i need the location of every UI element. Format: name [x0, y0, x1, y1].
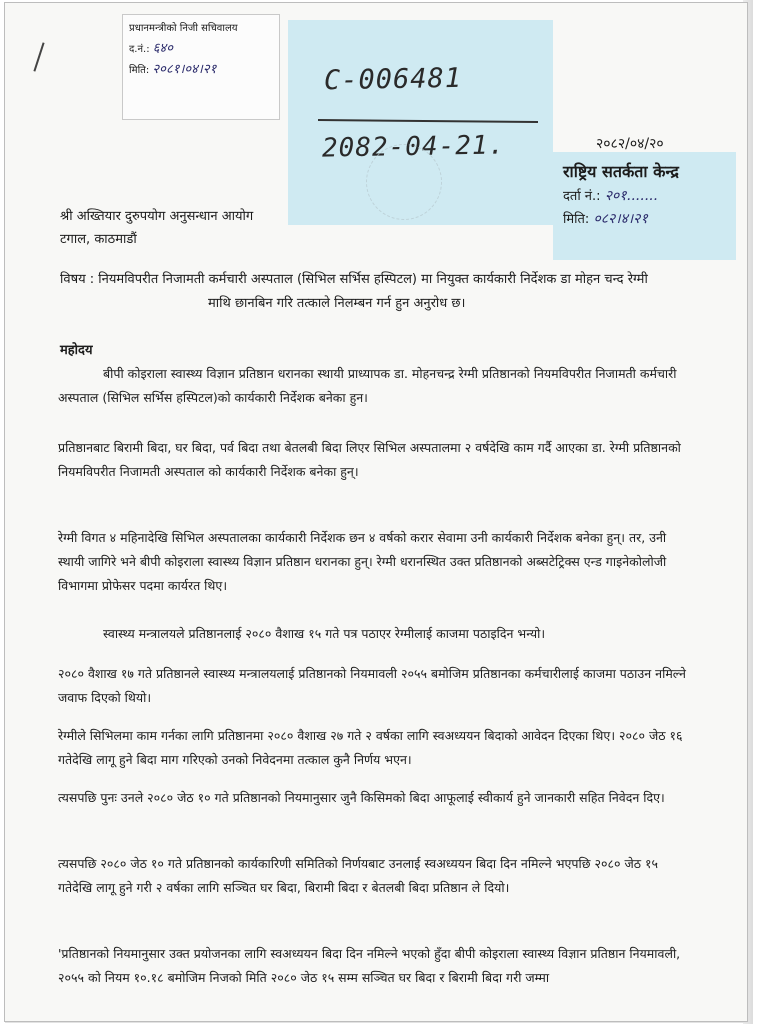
subject-line-2: माथि छानबिन गरि तत्काले निलम्बन गर्न हुन अनुरोध छ।: [208, 296, 466, 311]
paragraph-9: 'प्रतिष्ठानको नियमानुसार उक्त प्रयोजनका लागि स्वअध्ययन बिदा दिन नमिल्ने भएको हुँदा बीपी कोइराला स्वास्थ्य विज्ञान प्रतिष्ठान नियमावली, २०५५ को नियम १०.१८ बमोजिम निजको मिति २०८० जेठ १५ सम्म सञ्चित घर बिदा र बिरामी बिदा गरी जम्मा: [58, 946, 681, 985]
pm-reg-value: ६४०: [152, 41, 174, 56]
ns-reg-row: [563, 186, 726, 205]
subject-block: [60, 268, 688, 316]
pm-reg-label: द.नं.:: [129, 44, 150, 55]
ns-reg-value: २०१.......: [604, 188, 658, 204]
salutation: महोदय: [60, 343, 93, 358]
ns-date-value: ०८२।४।२१: [593, 211, 648, 227]
paragraph-8: त्यसपछि २०८० जेठ १० गते प्रतिष्ठानको कार्यकारिणी समितिको निर्णयबाट उनलाई स्वअध्ययन बिदा दिन नमिल्ने भएपछि २०८० जेठ १५ गतेदेखि लागू हुने गरी २ वर्षका लागि सञ्चित घर बिदा, बिरामी बिदा र बेतलबी बिदा प्रतिष्ठान ले दियो।: [58, 856, 658, 895]
vigilance-centre-stamp: [553, 152, 736, 260]
pm-date-label: मिति:: [129, 65, 150, 76]
faded-seal: [366, 144, 442, 220]
pm-date-row: [129, 60, 273, 81]
paragraph-6: रेग्मीले सिभिलमा काम गर्नका लागि प्रतिष्ठानमा २०८० वैशाख २७ गते २ वर्षका लागि स्वअध्ययन बिदाको आवेदन दिएका थिए। २०८० जेठ १६ गतेदेखि लागू हुने बिदा माग गरिएको उनको निवेदनमा तत्काल कुनै निर्णय भएन।: [58, 728, 683, 767]
paragraph-2: प्रतिष्ठानबाट बिरामी बिदा, घर बिदा, पर्व बिदा तथा बेतलबी बिदा लिएर सिभिल अस्पतालमा २ वर्षदेखि काम गर्दै आएका डा. रेग्मी प्रतिष्ठानको नियमविपरीत निजामती अस्पताल को कार्यकारी निर्देशक बनेका हुन्।: [58, 440, 681, 479]
sticky-underline: [318, 119, 538, 123]
recipient-line-1: श्री अख्तियार दुरुपयोग अनुसन्धान आयोग: [60, 209, 254, 224]
pm-office-stamp: [122, 14, 280, 120]
ns-date-label: मिति:: [563, 212, 590, 227]
ns-reg-label: दर्ता नं.:: [563, 189, 601, 204]
letter-date: २०८२/०४/२०: [596, 136, 664, 152]
paragraph-5: २०८० वैशाख १७ गते प्रतिष्ठानले स्वास्थ्य मन्त्रालयलाई प्रतिष्ठानको नियमावली २०५५ बमोजिम प्रतिष्ठानका कर्मचारीलाई काजमा पठाउन नमिल्ने जवाफ दिएको थियो।: [58, 666, 686, 705]
paragraph-3: रेग्मी विगत ४ महिनादेखि सिभिल अस्पतालका कार्यकारी निर्देशक छन ४ वर्षको करार सेवामा उनी कार्यकारी निर्देशक बनेका हुन्। तर, उनी स्थायी जागिरे भने बीपी कोइराला स्वास्थ्य विज्ञान प्रतिष्ठान धरानका हुन्। रेग्मी धरानस्थित उक्त प्रतिष्ठानको अब्सटेट्रिक्स एन्ड गाइनेकोलोजी विभागमा प्रोफेसर पदमा कार्यरत थिए।: [58, 530, 667, 593]
recipient-address: [60, 205, 253, 251]
paragraph-1: बीपी कोइराला स्वास्थ्य विज्ञान प्रतिष्ठान धरानका स्थायी प्राध्यापक डा. मोहनचन्द्र रेग्मी प्रतिष्ठानको नियमविपरीत निजामती कर्मचारी अस्पताल (सिभिल सर्भिस हस्पिटल)को कार्यकारी निर्देशक बनेका हुन।: [58, 366, 677, 405]
paragraph-7: त्यसपछि पुनः उनले २०८० जेठ १० गते प्रतिष्ठानको नियमानुसार जुनै किसिमको बिदा आफूलाई स्वीकार्य हुने जानकारी सहित निवेदन दिए।: [58, 790, 665, 805]
pm-office-name: प्रधानमन्त्रीको निजी सचिवालय: [129, 23, 238, 34]
recipient-line-2: टगाल, काठमाडौं: [60, 232, 137, 247]
paragraph-4: स्वास्थ्य मन्त्रालयले प्रतिष्ठानलाई २०८० वैशाख १५ गते पत्र पठाएर रेग्मीलाई काजमा पठाइदिन भन्यो।: [103, 626, 546, 641]
subject-line-1: विषय : नियमविपरीत निजामती कर्मचारी अस्पताल (सिभिल सर्भिस हस्पिटल) मा नियुक्त कार्यकारी निर्देशक डा मोहन चन्द रेग्मी: [60, 272, 648, 287]
pm-reg-row: [129, 39, 273, 60]
sticky-code: C-006481: [323, 62, 463, 97]
ns-date-row: [563, 209, 726, 228]
pm-date-value: २०८१।०४।२१: [152, 62, 217, 77]
sticky-date: 2082-04-21.: [321, 130, 506, 164]
ns-stamp-title: राष्ट्रिय सतर्कता केन्द्र: [563, 162, 679, 181]
sticky-note: [288, 20, 553, 225]
